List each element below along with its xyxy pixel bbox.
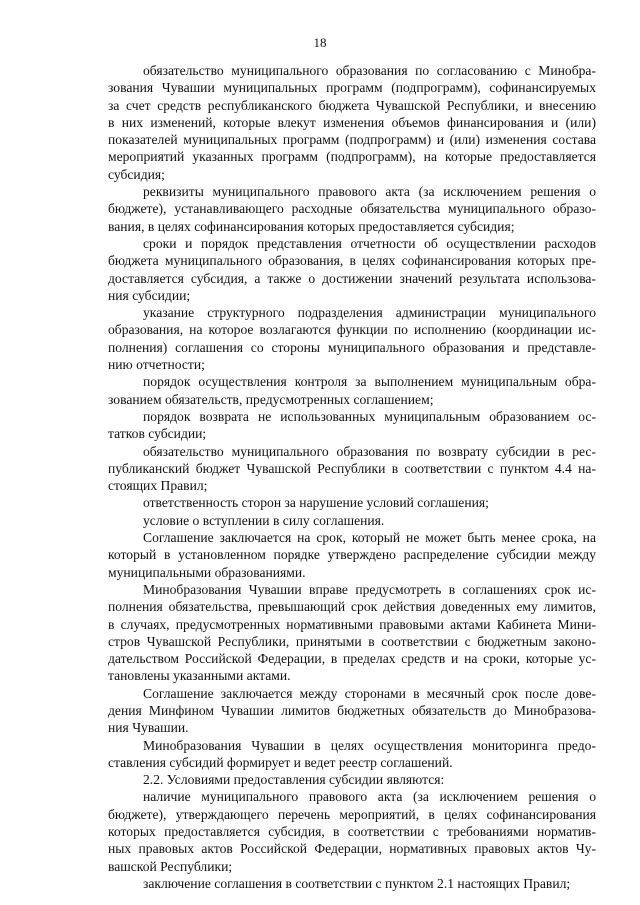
text-line: полнения обязательства, превышающий срок действия доведенных ему лимитов, (108, 599, 596, 615)
text-line: дения Минфином Чувашии лимитов бюджетных обязательств до Минобразова- (108, 702, 596, 718)
text-line: ных правовых актов Российской Федерации, нормативных правовых актов Чу- (108, 841, 596, 857)
text-line: ответственность сторон за нарушение условий соглашения; (143, 495, 489, 511)
text-line: зованием обязательств, предусмотренных соглашением; (108, 391, 434, 407)
text-line: вашской Республики; (108, 858, 233, 874)
text-line: Минобразования Чувашии в целях осуществления мониторинга предо- (143, 737, 596, 753)
text-line: порядок осуществления контроля за выполнением муниципальным обра- (143, 374, 596, 390)
text-line: за счет средств республиканского бюджета Чувашской Республики, и внесению (108, 97, 596, 113)
text-line: зования Чувашии муниципальных программ (подпрограмм), софинансируемых (108, 80, 596, 96)
page-number: 18 (313, 35, 327, 50)
text-line: ния Чувашии. (108, 720, 189, 736)
document-body (108, 62, 596, 892)
text-line: в них изменений, которые влекут изменения объемов финансирования и (или) (108, 114, 596, 130)
text-line: Соглашение заключается на срок, который не может быть менее срока, на (143, 530, 596, 546)
text-line: который в установленном порядке утверждено распределение субсидии между (108, 547, 596, 563)
text-line: полнения) соглашения со стороны муниципального образования и представле- (108, 339, 596, 355)
text-line: сроки и порядок представления отчетности об осуществлении расходов (143, 235, 596, 251)
text-line: субсидия; (108, 166, 165, 182)
text-line: бюджете), устанавливающего расходные обязательства муниципального образо- (108, 201, 596, 217)
text-line: 2.2. Условиями предоставления субсидии являются: (143, 772, 445, 788)
text-line: которых предоставляется субсидия, в соответствии с требованиями норматив- (108, 824, 596, 840)
text-line: публиканский бюджет Чувашской Республики в соответствии с пунктом 4.4 на- (108, 460, 596, 476)
text-line: показателей муниципальных программ (подпрограмм) и (или) изменения состава (108, 132, 596, 148)
text-line: обязательство муниципального образования по согласованию с Минобра- (143, 63, 596, 78)
text-line: бюджета муниципального образования, в целях софинансирования которых пре- (108, 253, 596, 269)
text-line: ния субсидии; (108, 287, 191, 303)
text-line: стров Чувашской Республики, принятыми в соответствии с бюджетным законо- (108, 633, 596, 649)
text-line: Минобразования Чувашии вправе предусмотреть в соглашениях срок ис- (143, 581, 596, 597)
text-line: Соглашение заключается между сторонами в месячный срок после дове- (143, 685, 596, 701)
text-line: образования, на которое возлагаются функции по исполнению (координации ис- (108, 322, 596, 338)
text-line: указание структурного подразделения администрации муниципального (143, 305, 596, 321)
text-line: бюджете), утверждающего перечень мероприятий, в целях софинансирования (108, 806, 596, 822)
text-line: реквизиты муниципального правового акта (за исключением решения о (143, 184, 596, 200)
text-line: порядок возврата не использованных муниципальным образованием ос- (143, 408, 596, 424)
text-line: условие о вступлении в силу соглашения. (143, 512, 385, 528)
text-line: ставления субсидий формирует и ведет реестр соглашений. (108, 754, 453, 770)
text-line: муниципальными образованиями. (108, 564, 306, 580)
text-line: обязательство муниципального образования по возврату субсидии в рес- (143, 443, 596, 459)
text-line: заключение соглашения в соответствии с пунктом 2.1 настоящих Правил; (143, 875, 571, 891)
text-line: наличие муниципального правового акта (за исключением решения о (143, 789, 596, 805)
text-line: татков субсидии; (108, 426, 207, 442)
text-line: дательством Российской Федерации, в пределах средств и на сроки, которые ус- (108, 651, 596, 667)
text-line: тановлены указанными актами. (108, 668, 291, 684)
text-line: стоящих Правил; (108, 478, 208, 494)
text-line: доставляется субсидия, а также о достижении значений результата использова- (108, 270, 596, 286)
text-line: мероприятий указанных программ (подпрограмм), на которые предоставляется (108, 149, 596, 165)
text-line: вания, в целях софинансирования которых предоставляется субсидия; (108, 218, 515, 234)
text-line: нию отчетности; (108, 357, 205, 373)
text-line: в случаях, предусмотренных нормативными правовыми актами Кабинета Мини- (108, 616, 596, 632)
